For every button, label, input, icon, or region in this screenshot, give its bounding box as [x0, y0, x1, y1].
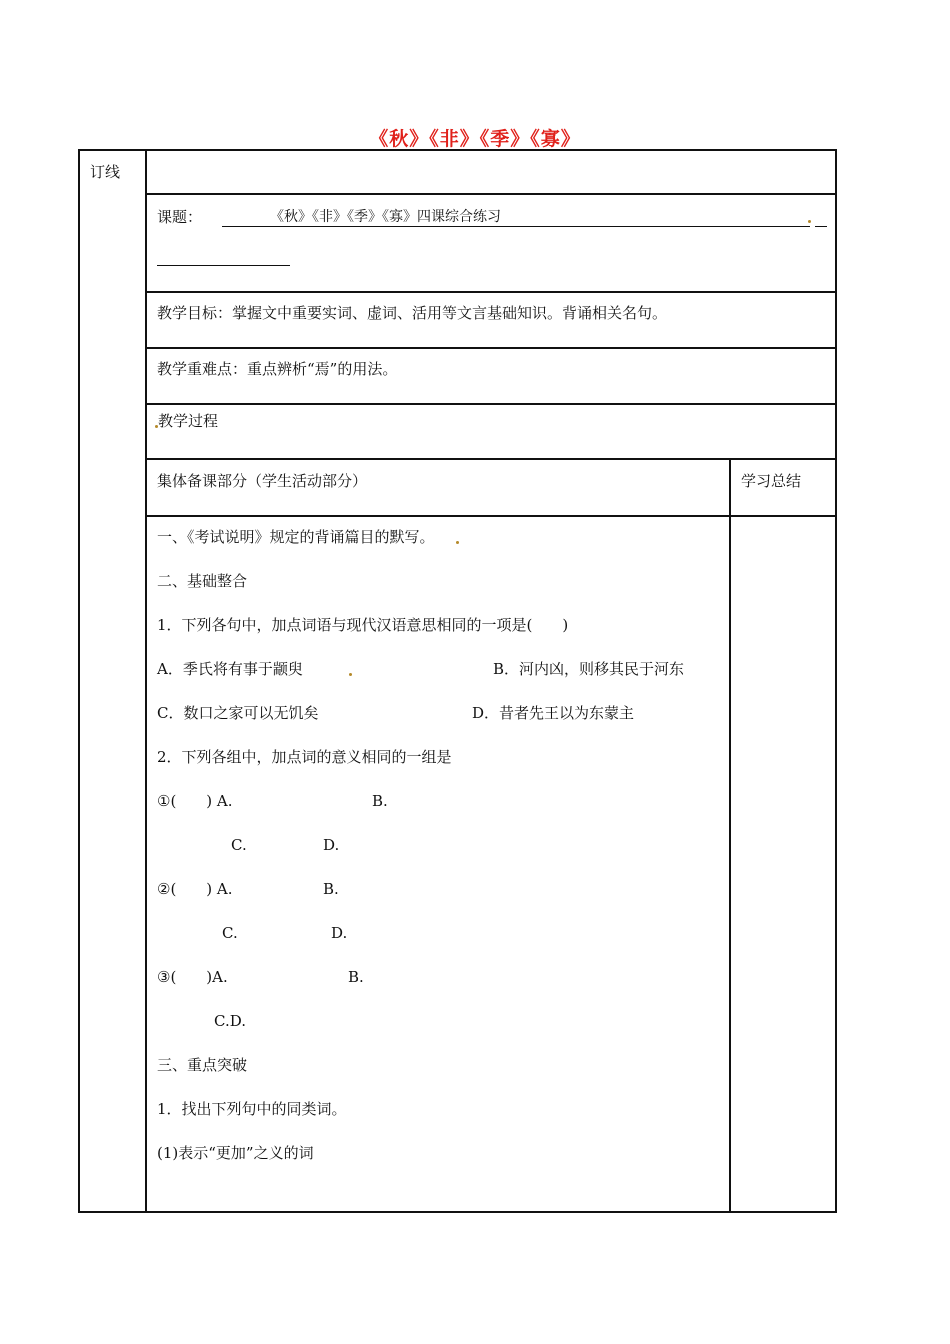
group-3-a: ③( )A.	[157, 968, 228, 986]
mark-dot	[349, 673, 352, 676]
group-1-c: C.	[231, 836, 247, 854]
row-divider	[146, 515, 836, 517]
row-divider	[146, 458, 836, 460]
group-2-d: D.	[331, 924, 348, 942]
question-1: 1．下列各句中，加点词语与现代汉语意思相同的一项是( )	[157, 616, 569, 634]
section-key-points: 三、重点突破	[157, 1056, 248, 1074]
option-c: C．数口之家可以无饥矣	[157, 704, 319, 722]
group-1-b: B.	[372, 792, 388, 810]
row-divider	[146, 193, 836, 195]
group-3-cd: C.D.	[214, 1012, 246, 1030]
group-2-a: ②( ) A.	[157, 880, 233, 898]
page-title: 《秋》《非》《季》《寡》	[369, 128, 581, 150]
side-column-divider	[145, 150, 147, 1213]
section-recitation: 一、《考试说明》规定的背诵篇目的默写。	[157, 528, 435, 546]
mark-dot	[155, 425, 158, 428]
option-b: B．河内凶，则移其民于河东	[493, 660, 685, 678]
group-1-a: ①( ) A.	[157, 792, 233, 810]
mark-dot	[456, 541, 459, 544]
topic-underline	[815, 226, 827, 227]
question-2: 2．下列各组中，加点词的意义相同的一组是	[157, 748, 452, 766]
task-1-sub-1: (1)表示“更加”之义的词	[157, 1144, 314, 1162]
process-label: 教学过程	[158, 412, 219, 430]
group-2-c: C.	[222, 924, 238, 942]
topic-value: 《秋》《非》《季》《寡》四课综合练习	[270, 209, 501, 225]
group-1-d: D.	[323, 836, 340, 854]
mark-dot	[808, 220, 811, 223]
option-a: A．季氏将有事于颛臾	[157, 660, 303, 678]
section-basics: 二、基础整合	[157, 572, 248, 590]
group-header: 集体备课部分（学生活动部分）	[157, 472, 368, 490]
group-2-b: B.	[323, 880, 339, 898]
summary-column-divider	[729, 459, 731, 1213]
side-label: 订线	[90, 163, 121, 181]
group-3-b: B.	[348, 968, 364, 986]
option-d: D．昔者先王以为东蒙主	[472, 704, 635, 722]
row-divider	[146, 347, 836, 349]
row-divider	[146, 291, 836, 293]
row-divider	[146, 403, 836, 405]
topic-underline	[222, 226, 810, 227]
summary-header: 学习总结	[741, 472, 802, 490]
topic-label: 课题：	[157, 208, 203, 226]
topic-underline	[157, 265, 290, 266]
task-1: 1．找出下列句中的同类词。	[157, 1100, 347, 1118]
teaching-key: 教学重难点：重点辨析“焉”的用法。	[157, 360, 398, 378]
teaching-goal: 教学目标：掌握文中重要实词、虚词、活用等文言基础知识。背诵相关名句。	[157, 304, 668, 322]
